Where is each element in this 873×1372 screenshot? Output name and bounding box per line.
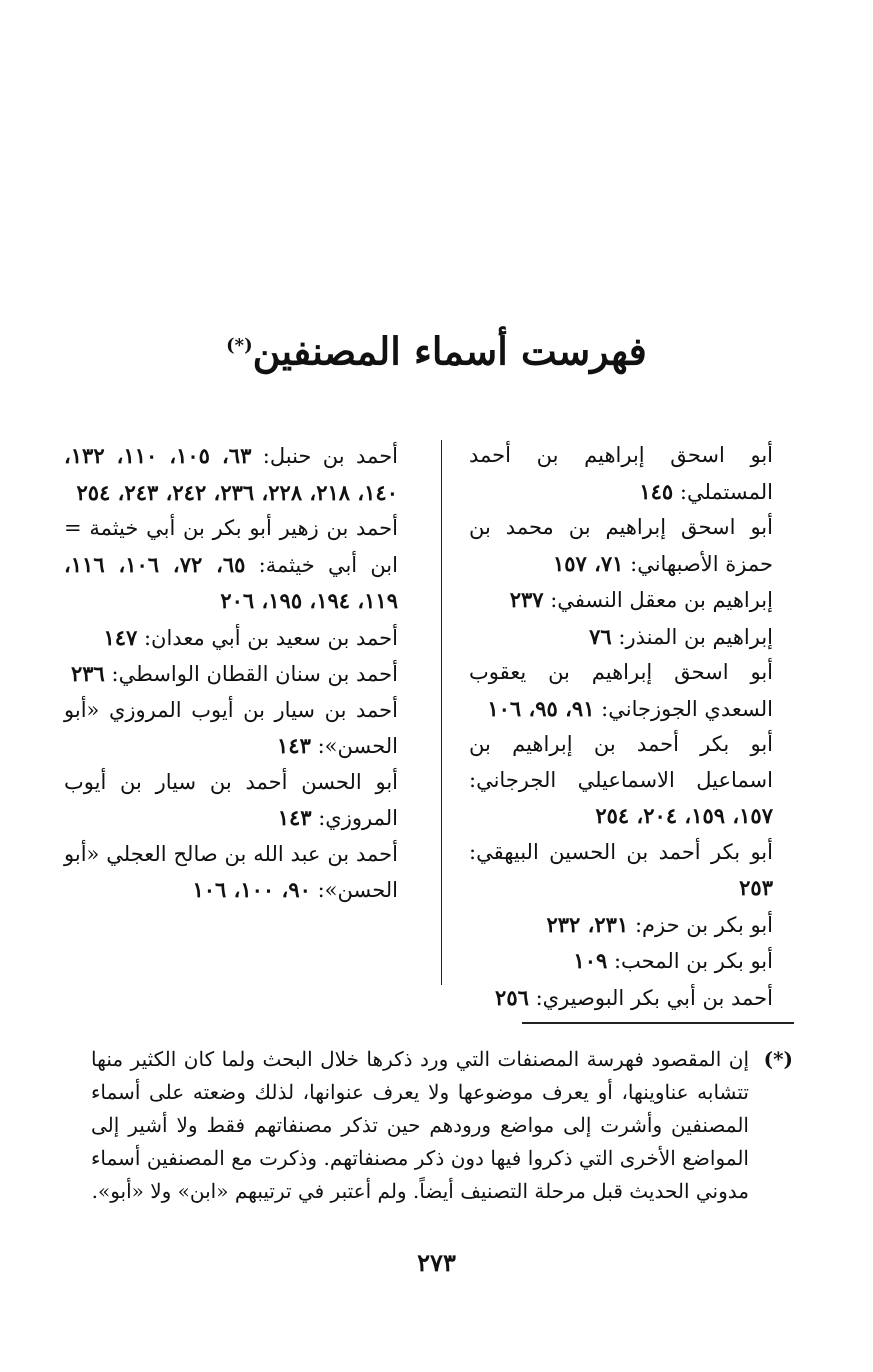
entry-name: أبو اسحق إبراهيم بن محمد بن حمزة الأصبهاني:: [469, 515, 773, 576]
entry-pages: ٧٦: [589, 623, 612, 649]
index-entry: [469, 943, 795, 980]
entry-pages: ١٠٩: [573, 948, 608, 973]
footnote-marker: (*): [763, 1047, 793, 1071]
entry-pages: ٧١، ١٥٧: [552, 550, 624, 576]
entry-pages: ٢٣٦: [70, 661, 105, 686]
entry-name: أحمد بن سنان القطان الواسطي:: [111, 662, 398, 686]
entry-name: أحمد بن حنبل:: [262, 444, 399, 468]
index-entry: [64, 438, 420, 511]
footnote: [91, 1043, 793, 1208]
index-entry: [64, 656, 420, 693]
index-entry: [469, 582, 795, 619]
page-title: [0, 318, 873, 380]
entry-name: أبو بكر أحمد بن إبراهيم بن اسماعيل الاسماعيلي الجرجاني:: [469, 732, 773, 792]
entry-pages: ٩١، ٩٥، ١٠٦: [487, 695, 595, 721]
page-number: ٢٧٣: [417, 1248, 456, 1277]
entry-pages: ٢٣٧: [509, 587, 544, 612]
entry-pages: ٢٥٣: [739, 875, 773, 900]
entry-pages: ١٤٣: [277, 733, 311, 758]
index-entry: [64, 620, 420, 657]
index-column-right: [469, 438, 795, 1016]
entry-name: إبراهيم بن المنذر:: [618, 624, 773, 649]
title-text: فهرست أسماء المصنفين: [252, 328, 647, 374]
entry-name: إبراهيم بن معقل النسفي:: [550, 588, 773, 612]
index-entry: [469, 510, 795, 582]
entry-pages: ٦٣، ١٠٥، ١١٠، ١٣٢، ١٤٠، ٢١٨، ٢٢٨، ٢٣٦، ٢٤٢، ٢٤٣، ٢٥٤: [64, 443, 398, 505]
entry-pages: ٦٥، ٧٢، ١٠٦، ١١٦، ١١٩، ١٩٤، ١٩٥، ٢٠٦: [64, 551, 398, 613]
title-footnote-marker: (*): [226, 335, 253, 356]
entry-pages: ١٤٥: [639, 478, 674, 504]
index-entry: [469, 619, 795, 656]
entry-name: أحمد بن سيار بن أيوب المروزي «أبو الحسن»:: [64, 697, 398, 758]
entry-name: أبو بكر بن حزم:: [634, 912, 773, 937]
entry-name: أبو بكر بن المحب:: [613, 949, 773, 973]
index-entry: [64, 765, 420, 837]
index-entry: [469, 980, 795, 1017]
index-entry: [469, 727, 795, 835]
column-divider: [441, 440, 442, 985]
index-entry: [469, 438, 795, 510]
entry-name: أبو بكر أحمد بن الحسين البيهقي:: [469, 839, 773, 864]
entry-pages: ١٤٧: [103, 624, 138, 650]
entry-name: أحمد بن عبد الله بن صالح العجلي «أبو الحسن»:: [64, 841, 398, 902]
index-entry: [469, 907, 795, 944]
entry-pages: ٢٥٦: [495, 984, 529, 1010]
index-entry: [64, 693, 420, 765]
index-entry: [64, 837, 420, 909]
entry-name: أحمد بن أبي بكر البوصيري:: [535, 985, 773, 1010]
entry-name: أبو الحسن أحمد بن سيار بن أيوب المروزي:: [64, 769, 398, 830]
entry-pages: ٩٠، ١٠٠، ١٠٦: [192, 877, 311, 902]
index-entry: [469, 655, 795, 727]
entry-name: أبو اسحق إبراهيم بن أحمد المستملي:: [469, 443, 773, 504]
index-entry: [64, 511, 420, 620]
footnote-text: إن المقصود فهرسة المصنفات التي ورد ذكرها خلال البحث ولما كان الكثير منها تتشابه عناوينها، أو يعرف موضوعها ولا يعرف عنوانها، لذلك وضعته على أسماء المصنفين وأشرت إلى مواضع ورودهم حين تذكر مصنفاتهم فقط ولا أشير إلى المواضع الأخرى التي ذكروا فيها دون ذكر مصنفاتهم. وذكرت مع المصنفين أسماء مدوني الحديث قبل مرحلة التصنيف أيضاً. ولم أعتبر في ترتيبهم «ابن» ولا «أبو».: [91, 1047, 749, 1203]
entry-pages: ١٥٧، ١٥٩، ٢٠٤، ٢٥٤: [595, 803, 773, 828]
entry-name: أحمد بن زهير أبو بكر بن أبي خيثمة = ابن أبي خيثمة:: [64, 516, 398, 577]
entry-name: أبو اسحق إبراهيم بن يعقوب السعدي الجوزجاني:: [469, 660, 773, 721]
index-entry: [469, 835, 795, 907]
footnote-separator: [522, 1022, 794, 1024]
entry-pages: ١٤٣: [277, 805, 312, 830]
index-column-left: [64, 438, 420, 909]
entry-name: أحمد بن سعيد بن أبي معدان:: [143, 625, 398, 650]
entry-pages: ٢٣١، ٢٣٢: [546, 911, 629, 937]
